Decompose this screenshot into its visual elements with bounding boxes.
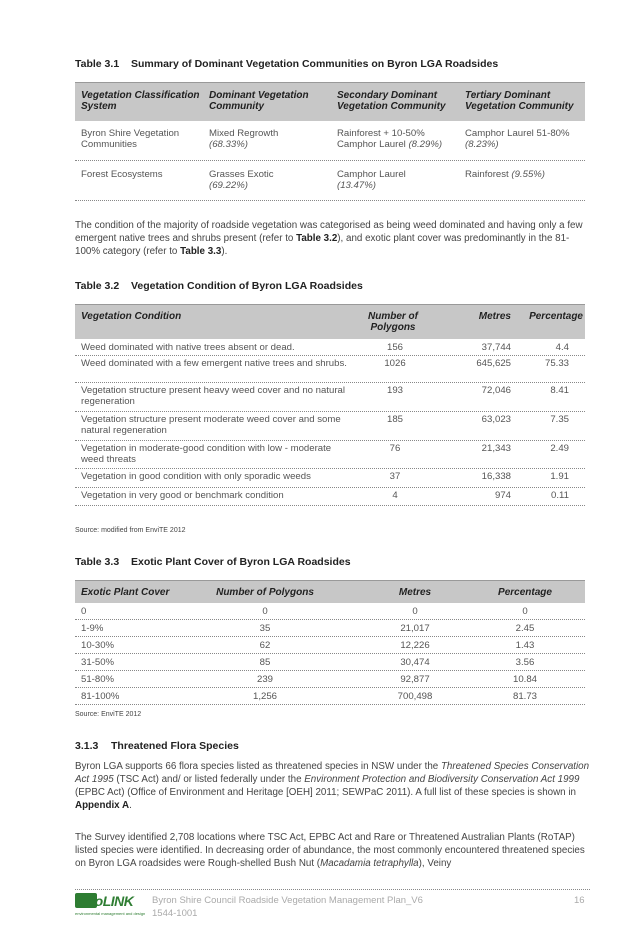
table-header-row bbox=[75, 82, 585, 121]
table-title: Exotic Plant Cover of Byron LGA Roadsides bbox=[131, 556, 351, 568]
paragraph-text: ). bbox=[221, 246, 228, 257]
paragraph-text: The Survey identified 2,708 locations where TSC Act, EPBC Act and Rare or Threatened Australian Plants (RoTAP) listed species were identified. In decreasing order of abundance, the most commonly encountered threatened species on Byron LGA roadsides were Rough-shelled Bush Nut ( bbox=[75, 832, 585, 869]
table-row bbox=[75, 355, 585, 383]
table-cell bbox=[209, 169, 333, 191]
paragraph-threatened-flora bbox=[75, 760, 590, 812]
table-cell-polygons: 62 bbox=[259, 640, 271, 651]
table-3-3 bbox=[75, 580, 585, 710]
table-row bbox=[75, 382, 585, 412]
cell-text: Grasses Exotic bbox=[209, 169, 274, 180]
table-header-row bbox=[75, 580, 585, 603]
table-cell-metres: 700,498 bbox=[397, 691, 433, 702]
table-row bbox=[75, 468, 585, 488]
table-cell-metres: 63,023 bbox=[481, 414, 511, 425]
table-number: Table 3.2 bbox=[75, 280, 120, 292]
table-cell-percentage: 1.43 bbox=[515, 640, 535, 651]
section-title: Threatened Flora Species bbox=[111, 740, 239, 752]
table-cell-condition: Vegetation structure present moderate weed cover and some natural regeneration bbox=[81, 414, 341, 436]
paragraph-text: (TSC Act) and/ or listed federally under the bbox=[113, 774, 305, 785]
cell-text: Camphor Laurel bbox=[337, 169, 406, 180]
table-cell bbox=[465, 169, 585, 180]
table-number: Table 3.1 bbox=[75, 58, 120, 70]
table-cell-percentage: 81.73 bbox=[512, 691, 537, 702]
table-cell-polygons: 37 bbox=[389, 471, 401, 482]
table-cell-cover: 51-80% bbox=[81, 674, 115, 685]
table-3-3-source: Source: EnviTE 2012 bbox=[75, 711, 142, 718]
header-cell: Metres bbox=[478, 311, 511, 322]
table-cell-metres: 30,474 bbox=[400, 657, 430, 668]
cell-percent: (9.55%) bbox=[511, 169, 545, 180]
header-cell: Dominant Vegetation Community bbox=[209, 90, 309, 112]
table-cell-polygons: 4 bbox=[392, 490, 398, 501]
table-row bbox=[75, 411, 585, 441]
paragraph-text: The condition of the majority of roadside vegetation was categorised as being weed dominated and having only a few emergent native trees and shrubs present (refer to bbox=[75, 220, 583, 244]
geolink-logo bbox=[75, 893, 146, 919]
table-cell-metres: 72,046 bbox=[481, 385, 511, 396]
table-cell-polygons: 185 bbox=[386, 414, 403, 425]
table-row bbox=[75, 339, 585, 356]
cell-percent: (8.23%) bbox=[465, 139, 499, 150]
table-cell-condition: Weed dominated with a few emergent native trees and shrubs. bbox=[81, 358, 347, 369]
table-cell-metres: 16,338 bbox=[481, 471, 511, 482]
footer-document-number: 1544-1001 bbox=[152, 908, 198, 919]
table-3-2-caption bbox=[75, 280, 363, 292]
section-heading bbox=[75, 740, 239, 752]
cell-text: Mixed Regrowth bbox=[209, 128, 279, 139]
table-cell-cover: 31-50% bbox=[81, 657, 115, 668]
header-cell: Secondary Dominant Vegetation Community bbox=[337, 90, 446, 112]
table-cell-condition: Vegetation structure present heavy weed cover and no natural regeneration bbox=[81, 385, 345, 407]
table-cell-polygons: 193 bbox=[386, 385, 403, 396]
table-cell-percentage: 0.11 bbox=[551, 490, 569, 501]
table-cell bbox=[465, 128, 585, 150]
table-3-2 bbox=[75, 304, 585, 526]
table-cell: Forest Ecosystems bbox=[81, 169, 163, 180]
table-cell-metres: 21,343 bbox=[481, 443, 511, 454]
cell-text: Camphor Laurel bbox=[337, 139, 406, 150]
cell-percent: (68.33%) bbox=[209, 139, 248, 150]
header-cell: Exotic Plant Cover bbox=[81, 587, 170, 598]
paragraph-text: ), Veiny bbox=[418, 858, 452, 869]
header-cell: Number of Polygons bbox=[216, 587, 314, 598]
table-cell-metres: 974 bbox=[494, 490, 511, 501]
table-cell-condition: Vegetation in moderate-good condition with low - moderate weed threats bbox=[81, 443, 332, 465]
table-cell-polygons: 239 bbox=[256, 674, 273, 685]
table-cell-condition: Weed dominated with native trees absent or dead. bbox=[81, 342, 295, 353]
cell-text: Rainforest + 10-50% bbox=[337, 128, 425, 139]
table-cell-metres: 92,877 bbox=[400, 674, 430, 685]
table-cell-polygons: 1,256 bbox=[252, 691, 277, 702]
species-name: Macadamia tetraphylla bbox=[320, 858, 419, 869]
table-row bbox=[75, 654, 585, 671]
act-name: Environment Protection and Biodiversity Conservation Act 1999 bbox=[304, 774, 580, 785]
table-reference-link[interactable]: Table 3.2 bbox=[296, 233, 338, 244]
cell-percent: (13.47%) bbox=[337, 180, 376, 191]
table-cell-polygons: 156 bbox=[386, 342, 403, 353]
paragraph-text: . bbox=[129, 800, 132, 811]
table-cell-metres: 12,226 bbox=[400, 640, 430, 651]
paragraph-survey-results bbox=[75, 831, 590, 870]
table-title: Vegetation Condition of Byron LGA Roadsides bbox=[131, 280, 363, 292]
table-row bbox=[75, 620, 585, 637]
cell-percent: (8.29%) bbox=[408, 139, 443, 150]
table-cell-metres: 21,017 bbox=[400, 623, 430, 634]
paragraph-text: Byron LGA supports 66 flora species listed as threatened species in NSW under the bbox=[75, 761, 441, 772]
header-cell: Percentage bbox=[498, 587, 552, 598]
table-cell-metres: 645,625 bbox=[476, 358, 511, 369]
table-cell-percentage: 2.49 bbox=[550, 443, 569, 454]
table-cell-metres: 0 bbox=[412, 606, 418, 617]
cell-text: Camphor Laurel 51-80% bbox=[465, 128, 570, 139]
table-cell-condition: Vegetation in good condition with only sporadic weeds bbox=[81, 471, 311, 482]
table-cell-percentage: 7.35 bbox=[550, 414, 569, 425]
paragraph-vegetation-condition bbox=[75, 219, 590, 258]
table-cell-percentage: 10.84 bbox=[512, 674, 537, 685]
table-row bbox=[75, 440, 585, 469]
header-cell: Number of Polygons bbox=[368, 311, 418, 333]
table-reference-link[interactable]: Table 3.3 bbox=[180, 246, 222, 257]
header-cell: Vegetation Classification System bbox=[81, 90, 200, 112]
table-cell-percentage: 3.56 bbox=[515, 657, 535, 668]
table-3-2-source: Source: modified from EnviTE 2012 bbox=[75, 527, 186, 534]
table-cell-percentage: 0 bbox=[522, 606, 528, 617]
cell-percent: (69.22%) bbox=[209, 180, 248, 191]
table-row bbox=[75, 161, 585, 201]
footer-document-title: Byron Shire Council Roadside Vegetation Management Plan_V6 bbox=[152, 895, 423, 906]
table-cell-percentage: 4.4 bbox=[555, 342, 569, 353]
table-cell-cover: 1-9% bbox=[81, 623, 104, 634]
table-cell-cover: 10-30% bbox=[81, 640, 115, 651]
table-row bbox=[75, 671, 585, 688]
table-cell-percentage: 1.91 bbox=[550, 471, 569, 482]
table-number: Table 3.3 bbox=[75, 556, 120, 568]
table-cell-metres: 37,744 bbox=[481, 342, 511, 353]
table-cell-cover: 81-100% bbox=[81, 691, 120, 702]
table-cell-percentage: 2.45 bbox=[515, 623, 535, 634]
table-cell-condition: Vegetation in very good or benchmark condition bbox=[81, 490, 284, 501]
table-cell bbox=[337, 169, 463, 191]
table-3-1 bbox=[75, 82, 585, 200]
logo-text: GeoLINK bbox=[77, 893, 134, 909]
header-cell: Vegetation Condition bbox=[81, 311, 182, 322]
table-cell-polygons: 35 bbox=[259, 623, 271, 634]
table-cell-polygons: 0 bbox=[262, 606, 268, 617]
table-3-1-caption bbox=[75, 58, 498, 70]
section-number: 3.1.3 bbox=[75, 740, 99, 752]
table-row bbox=[75, 120, 585, 161]
table-row bbox=[75, 688, 585, 705]
table-cell-cover: 0 bbox=[81, 606, 87, 617]
page-number: 16 bbox=[574, 895, 585, 906]
table-cell: Byron Shire Vegetation Communities bbox=[81, 128, 180, 150]
table-cell-percentage: 8.41 bbox=[550, 385, 569, 396]
table-3-3-caption bbox=[75, 556, 351, 568]
appendix-reference-link[interactable]: Appendix A bbox=[75, 800, 130, 811]
header-cell: Metres bbox=[398, 587, 432, 598]
table-cell bbox=[337, 128, 463, 150]
header-cell: Tertiary Dominant Vegetation Community bbox=[465, 90, 574, 112]
table-row bbox=[75, 487, 585, 506]
table-row bbox=[75, 637, 585, 654]
logo-tagline: environmental management and design bbox=[75, 911, 146, 916]
table-header-row bbox=[75, 304, 585, 339]
table-cell-polygons: 76 bbox=[389, 443, 401, 454]
paragraph-text: ), and exotic plant cover was predominantly in the 81-100% category (refer to bbox=[75, 233, 570, 257]
cell-text: Rainforest bbox=[465, 169, 509, 180]
table-cell bbox=[209, 128, 333, 150]
act-name: Threatened Species Conservation Act 1995 bbox=[75, 761, 590, 785]
header-cell: Percentage bbox=[529, 311, 583, 322]
table-cell-polygons: 85 bbox=[259, 657, 271, 668]
table-cell-percentage: 75.33 bbox=[544, 358, 569, 369]
table-cell-polygons: 1026 bbox=[384, 358, 406, 369]
paragraph-text: (EPBC Act) (Office of Environment and Heritage [OEH] 2011; SEWPaC 2011). A full list of these species is shown in bbox=[75, 787, 576, 798]
footer-divider bbox=[75, 889, 590, 890]
table-row bbox=[75, 603, 585, 620]
table-title: Summary of Dominant Vegetation Communities on Byron LGA Roadsides bbox=[131, 58, 499, 70]
